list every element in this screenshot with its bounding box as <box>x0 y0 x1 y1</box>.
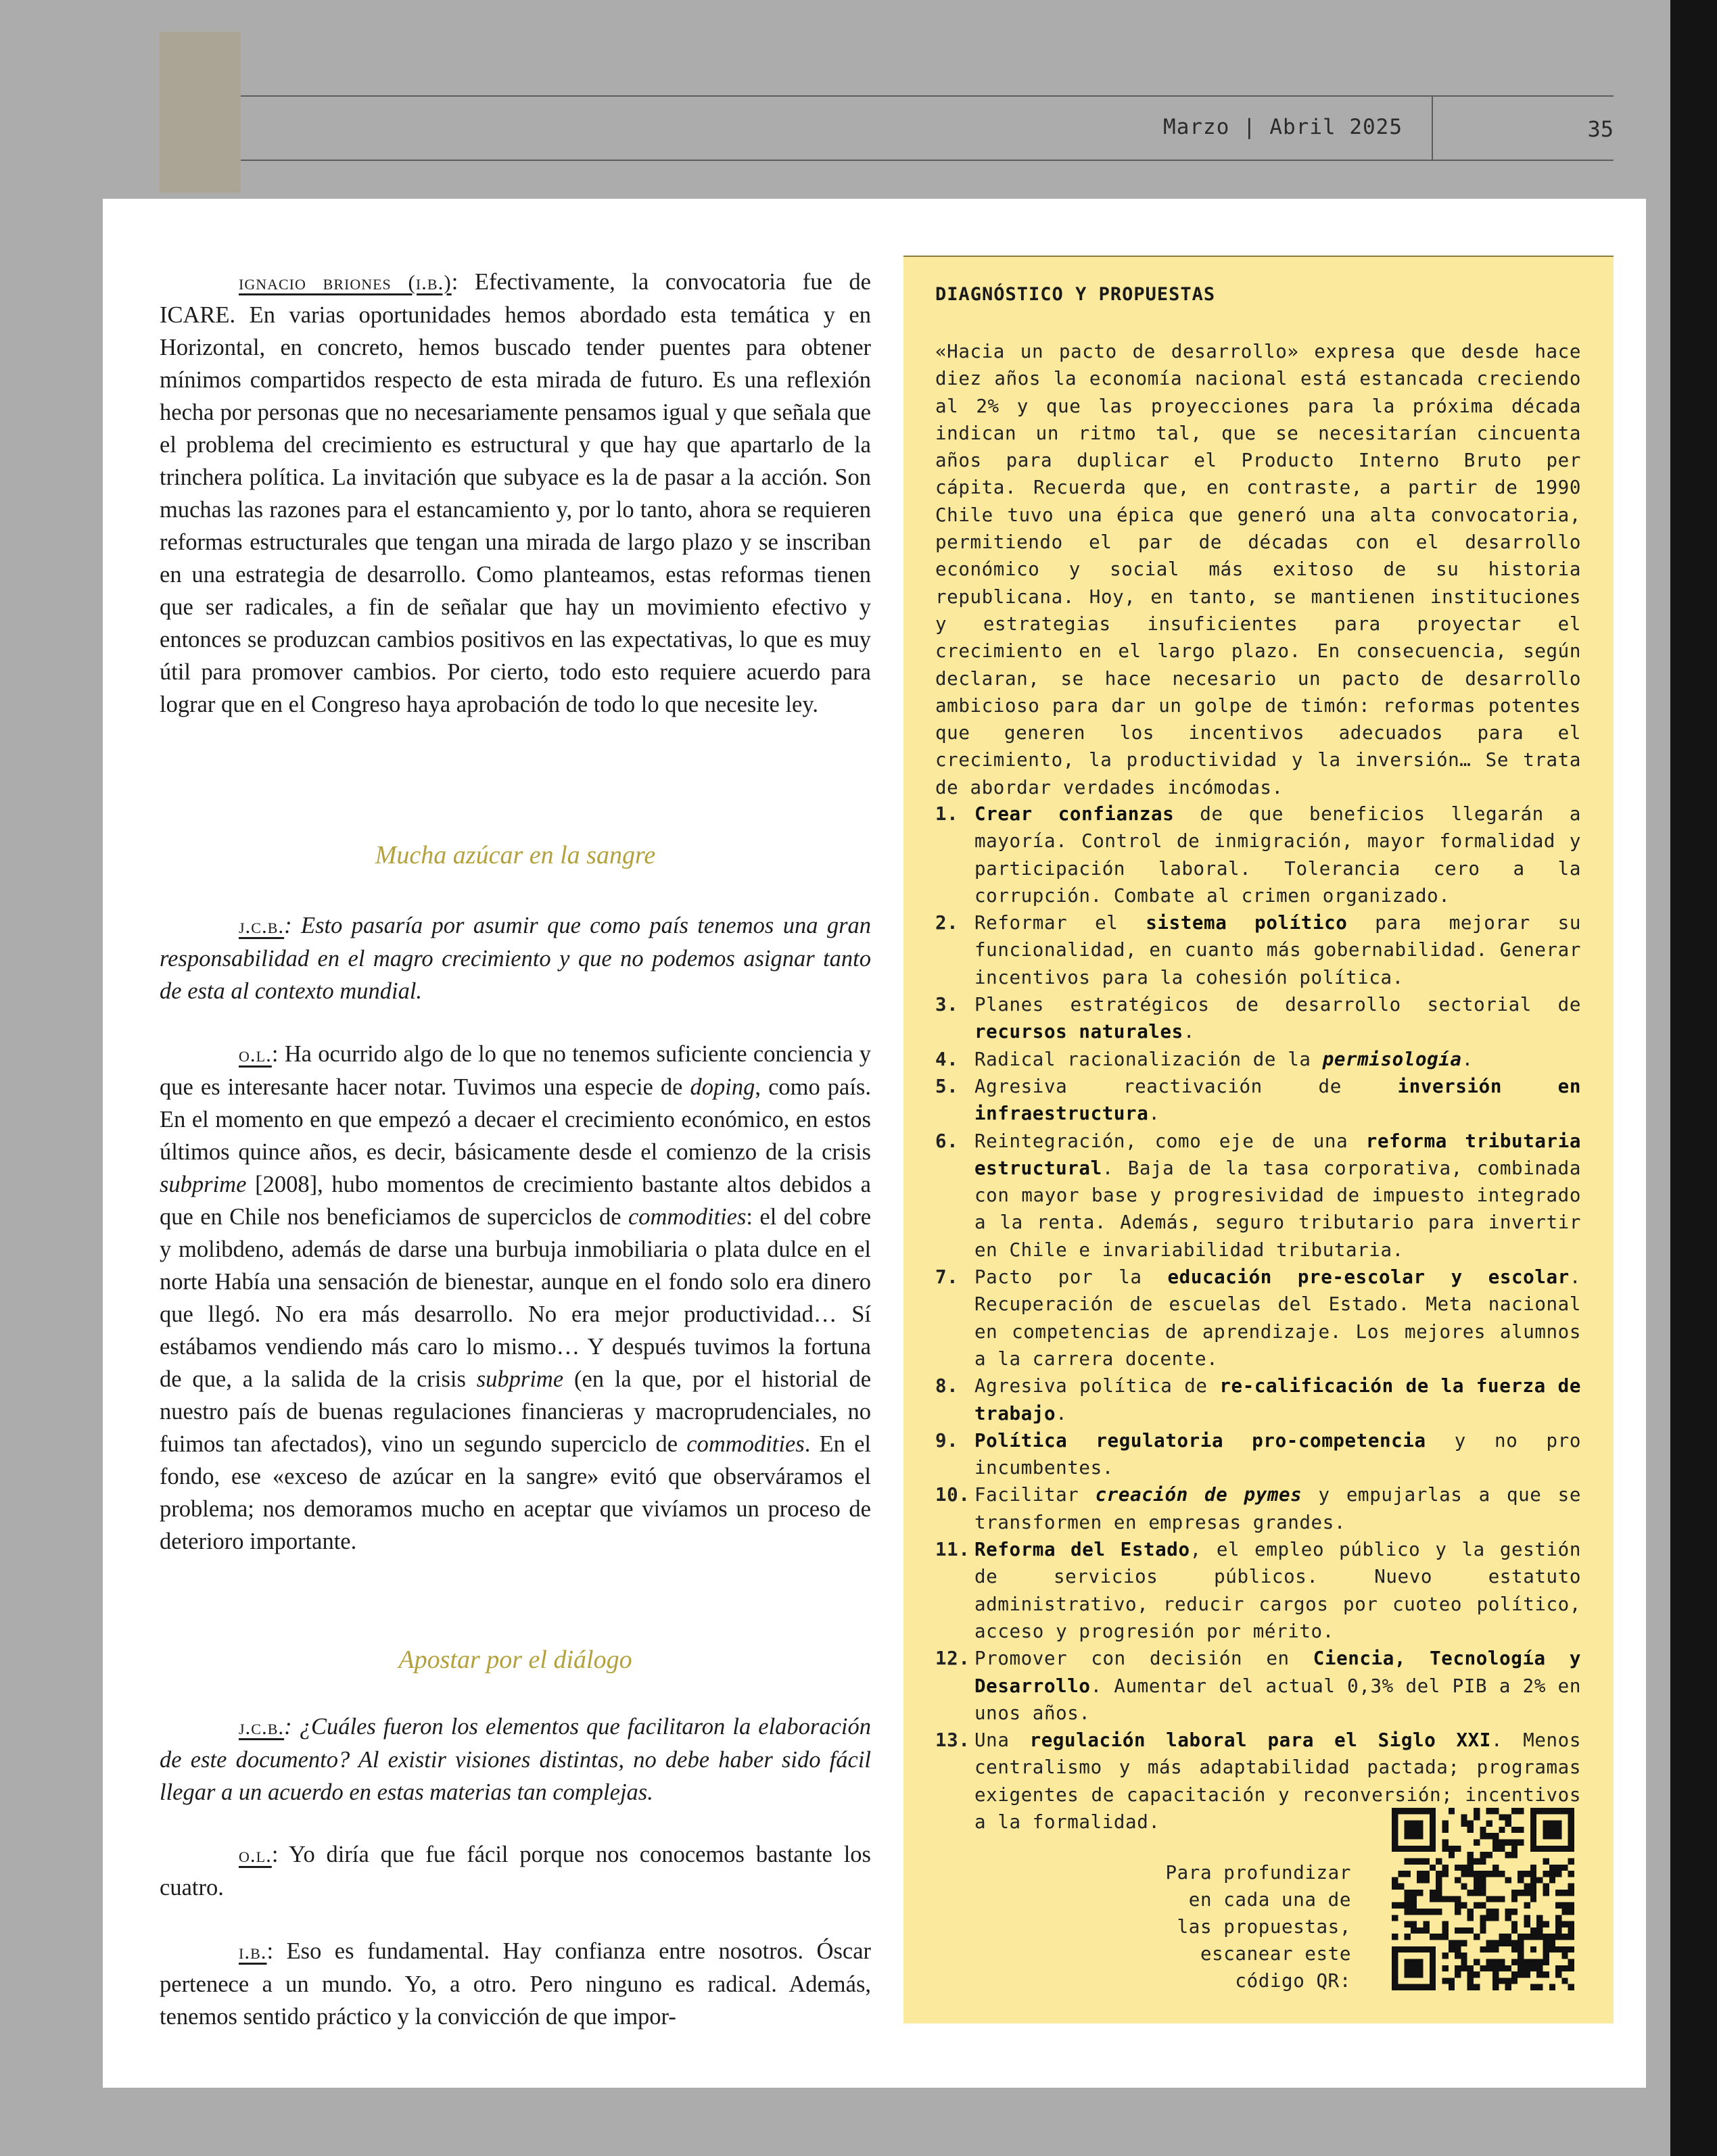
proposal-highlight: inversión en infraestructura <box>974 1075 1581 1125</box>
proposal-highlight: Ciencia, Tecnología y Desarrollo <box>974 1648 1581 1697</box>
proposal-text: Radical racionalización de la <box>974 1048 1323 1070</box>
page-number: 35 <box>1587 116 1614 142</box>
qr-code-icon[interactable] <box>1392 1808 1574 1990</box>
proposal-text: . <box>1148 1103 1160 1125</box>
proposal-item <box>935 1645 1581 1727</box>
header-rule-top <box>241 95 1614 97</box>
section-heading: Mucha azúcar en la sangre <box>375 841 656 869</box>
paragraph-briones <box>160 266 871 721</box>
proposal-text: para mejorar su funcionalidad, en cuanto más gobernabilidad. Generar incentivos para la cohesión política. <box>974 912 1581 988</box>
header-divider <box>1432 95 1433 160</box>
proposal-item <box>935 1427 1581 1482</box>
proposal-text: . Baja de la tasa corporativa, combinada con mayor base y progresividad de impuesto integrado a la renta. Además, seguro tributario para invertir en Chile e invariabilidad tributaria. <box>974 1157 1581 1261</box>
proposal-text: Una <box>974 1729 1030 1752</box>
header-rule-bottom <box>241 160 1614 161</box>
qr-caption-line: código QR: <box>1235 1970 1351 1992</box>
proposal-number: 8. <box>935 1375 959 1397</box>
paragraph-text: , como país. En el momento en que empezó a decaer el crecimiento económico, en estos últimos quince años, es decir, básicamente desde el comienzo de la crisis <box>160 1074 871 1165</box>
proposal-item <box>935 1264 1581 1372</box>
paragraph-text: : Eso es fundamental. Hay confianza entre nosotros. Óscar pertenece a un mundo. Yo, a otro. Pero ninguno es radical. Además, tenemos sentido práctico y la convicción de que impor- <box>160 1938 871 2030</box>
italic-term: subprime <box>160 1172 247 1197</box>
proposal-text: Agresiva reactivación de <box>974 1075 1398 1097</box>
paragraph-text: [2008], hubo momentos de crecimiento bastante altos debidos a que en Chile nos beneficiamos de superciclos de <box>160 1172 871 1230</box>
speaker-label: i.b. <box>239 1940 267 1963</box>
proposal-text: . <box>1183 1021 1195 1043</box>
proposal-text: Facilitar <box>974 1484 1096 1506</box>
proposal-number: 11. <box>935 1539 970 1561</box>
proposal-highlight: regulación laboral para el Siglo XXI <box>1029 1729 1491 1752</box>
section-tab <box>160 32 241 193</box>
question-text: : ¿Cuáles fueron los elementos que facilitaron la elaboración de este documento? Al existir visiones distintas, no debe haber sido fácil llegar a un acuerdo en estas materias tan complejas. <box>160 1714 871 1805</box>
proposal-text: . <box>1056 1402 1068 1424</box>
sidebar-intro: «Hacia un pacto de desarrollo» expresa que desde hace diez años la economía nacional está estancada creciendo al 2% y que las proyecciones para la próxima década indican un ritmo tal, que se necesitarían cincuenta años para duplicar el Producto Interno Bruto per cápita. Recuerda que, en contraste, a partir de 1990 Chile tuvo una épica que generó una alta convocatoria, permitiendo el par de décadas con el desarrollo económico y social más exitoso de su historia republicana. Hoy, en tanto, se mantienen instituciones y estrategias insuficientes para proyectar el crecimiento en el largo plazo. En consecuencia, según declaran, se hace necesario un pacto de desarrollo ambicioso para dar un golpe de timón: reformas potentes que generen los incentivos adecuados para el crecimiento, la productividad y la inversión… Se trata de abordar verdades incómodas. <box>935 341 1581 798</box>
speaker-label: ignacio briones (i.b.) <box>239 270 452 294</box>
section-heading: Apostar por el diálogo <box>398 1646 632 1674</box>
speaker-label: o.l. <box>239 1043 272 1066</box>
proposal-highlight: Reforma del Estado <box>974 1539 1190 1561</box>
proposal-item <box>935 1046 1581 1073</box>
paragraph-text: : Ha ocurrido algo de lo que no tenemos suficiente conciencia y que es interesante hacer notar. Tuvimos una especie de <box>160 1041 871 1100</box>
proposal-item <box>935 1481 1581 1536</box>
proposal-item <box>935 1128 1581 1264</box>
proposal-text: . <box>1461 1048 1474 1070</box>
proposal-highlight: sistema político <box>1146 912 1348 934</box>
qr-caption-line: escanear este <box>1200 1943 1351 1965</box>
proposal-item <box>935 991 1581 1046</box>
dark-edge <box>1670 0 1717 2156</box>
question-jcb-1 <box>160 909 871 1007</box>
paragraph-text: : el del cobre y molibdeno, además de darse una burbuja inmobiliaria o plata dulce en el norte Había una sensación de bienestar, aunque en el fondo solo era dinero que llegó. No era más desarrollo. No era mejor productividad… Sí estábamos vendiendo más caro lo mismo… Y después tuvimos la fortuna de que, a la salida de la crisis <box>160 1204 872 1392</box>
proposal-number: 10. <box>935 1484 970 1506</box>
qr-caption <box>1096 1859 1351 1994</box>
paragraph-ol-1 <box>160 1038 871 1558</box>
proposal-item <box>935 800 1581 909</box>
proposal-text: Reintegración, como eje de una <box>974 1130 1366 1152</box>
proposal-number: 12. <box>935 1648 970 1670</box>
proposal-highlight: reforma tributaria estructural <box>974 1130 1581 1179</box>
proposal-number: 4. <box>935 1048 959 1070</box>
speaker-label: j.c.b. <box>239 914 285 938</box>
italic-term: commodities <box>628 1204 747 1230</box>
paragraph-ol-2 <box>160 1838 871 1904</box>
qr-caption-line: las propuestas, <box>1177 1916 1351 1938</box>
qr-caption-line: en cada una de <box>1188 1889 1351 1911</box>
proposal-highlight: Crear confianzas <box>974 803 1175 825</box>
proposal-number: 5. <box>935 1075 959 1097</box>
qr-caption-line: Para profundizar <box>1165 1862 1351 1884</box>
paragraph-text: : Yo diría que fue fácil porque nos conocemos bastante los cuatro. <box>160 1842 871 1900</box>
proposal-text: Reformar el <box>974 912 1146 934</box>
sidebar-title: DIAGNÓSTICO Y PROPUESTAS <box>935 284 1216 305</box>
proposal-number: 2. <box>935 912 959 934</box>
proposal-highlight: re-calificación de la fuerza de trabajo <box>974 1375 1581 1424</box>
speaker-label: j.c.b. <box>239 1715 285 1739</box>
question-jcb-2 <box>160 1710 871 1808</box>
proposal-text: Planes estratégicos de desarrollo sectorial de <box>974 994 1581 1016</box>
proposal-text: Pacto por la <box>974 1266 1168 1289</box>
proposal-highlight: creación de pymes <box>1095 1484 1302 1506</box>
proposal-text: . Recuperación de escuelas del Estado. Meta nacional en competencias de aprendizaje. Los mejores alumnos a la carrera docente. <box>974 1266 1581 1370</box>
proposals-list <box>935 800 1581 1836</box>
proposal-text: y no pro incumbentes. <box>974 1429 1581 1479</box>
proposal-text: . Aumentar del actual 0,3% del PIB a 2% en unos años. <box>974 1675 1581 1724</box>
proposal-text: . Menos centralismo y más adaptabilidad pactada; programas exigentes de capacitación y reconversión; incentivos a la formalidad. <box>974 1729 1581 1833</box>
proposal-text: y empujarlas a que se transformen en empresas grandes. <box>974 1484 1581 1533</box>
proposal-text: Promover con decisión en <box>974 1648 1313 1670</box>
proposal-number: 13. <box>935 1729 970 1752</box>
proposal-text: Agresiva política de <box>974 1375 1220 1397</box>
proposal-highlight: recursos naturales <box>974 1021 1183 1043</box>
paragraph-text: . En el fondo, ese «exceso de azúcar en la sangre» evitó que observáramos el problema; nos demoramos mucho en aceptar que vivíamos un proceso de deterioro importante. <box>160 1431 871 1554</box>
sidebar-top-rule <box>903 256 1614 257</box>
proposal-number: 6. <box>935 1130 959 1152</box>
proposal-item <box>935 1073 1581 1128</box>
proposal-text: de que beneficios llegarán a mayoría. Control de inmigración, mayor formalidad y participación laboral. Tolerancia cero a la corrupción. Combate al crimen organizado. <box>974 803 1581 907</box>
proposal-number: 9. <box>935 1429 959 1452</box>
proposal-number: 1. <box>935 803 959 825</box>
proposal-highlight: Política regulatoria pro-competencia <box>974 1429 1426 1452</box>
paragraph-text: : Efectivamente, la convocatoria fue de ICARE. En varias oportunidades hemos abordado esta temática y en Horizontal, en concreto, hemos buscado tender puentes para obtener mínimos compartidos respecto de esta mirada de futuro. Es una reflexión hecha por personas que no necesariamente pensamos igual y que señala que el problema del crecimiento es estructural y que hay que apartarlo de la trinchera política. La invitación que subyace es la de pasar a la acción. Son muchas las razones para el estancamiento y, por lo tanto, ahora se requieren reformas estructurales que tengan una mirada de largo plazo y se inscriban en una estrategia de desarrollo. Como planteamos, estas reformas tienen que ser radicales, a fin de señalar que hay un movimiento efectivo y entonces se produzcan cambios positivos en las expectativas, lo que es muy útil para promover cambios. Por cierto, todo esto requiere acuerdo para lograr que en el Congreso haya aprobación de todo lo que necesite ley. <box>160 269 871 717</box>
italic-term: doping <box>690 1074 755 1100</box>
proposal-item <box>935 1372 1581 1427</box>
proposal-number: 3. <box>935 994 959 1016</box>
proposal-item <box>935 909 1581 991</box>
question-text: : Esto pasaría por asumir que como país tenemos una gran responsabilidad en el magro crecimiento y que no podemos asignar tanto de esta al contexto mundial. <box>160 913 871 1004</box>
paragraph-ib-2 <box>160 1935 871 2033</box>
proposal-text: , el empleo público y la gestión de servicios públicos. Nuevo estatuto administrativo, reducir cargos por cuoteo político, acceso y progresión por mérito. <box>974 1539 1581 1642</box>
italic-term: subprime <box>476 1366 564 1392</box>
proposal-highlight: permisología <box>1322 1048 1462 1070</box>
proposal-item <box>935 1536 1581 1645</box>
issue-date: Marzo | Abril 2025 <box>1163 115 1403 139</box>
italic-term: commodities <box>686 1431 805 1457</box>
paragraph-text: (en la que, por el historial de nuestro país de buenas regulaciones financieras y macroprudenciales, no fuimos tan afectados), vino un segundo superciclo de <box>160 1366 872 1457</box>
proposal-highlight: educación pre-escolar y escolar <box>1167 1266 1570 1289</box>
speaker-label: o.l. <box>239 1843 272 1867</box>
proposal-number: 7. <box>935 1266 959 1289</box>
